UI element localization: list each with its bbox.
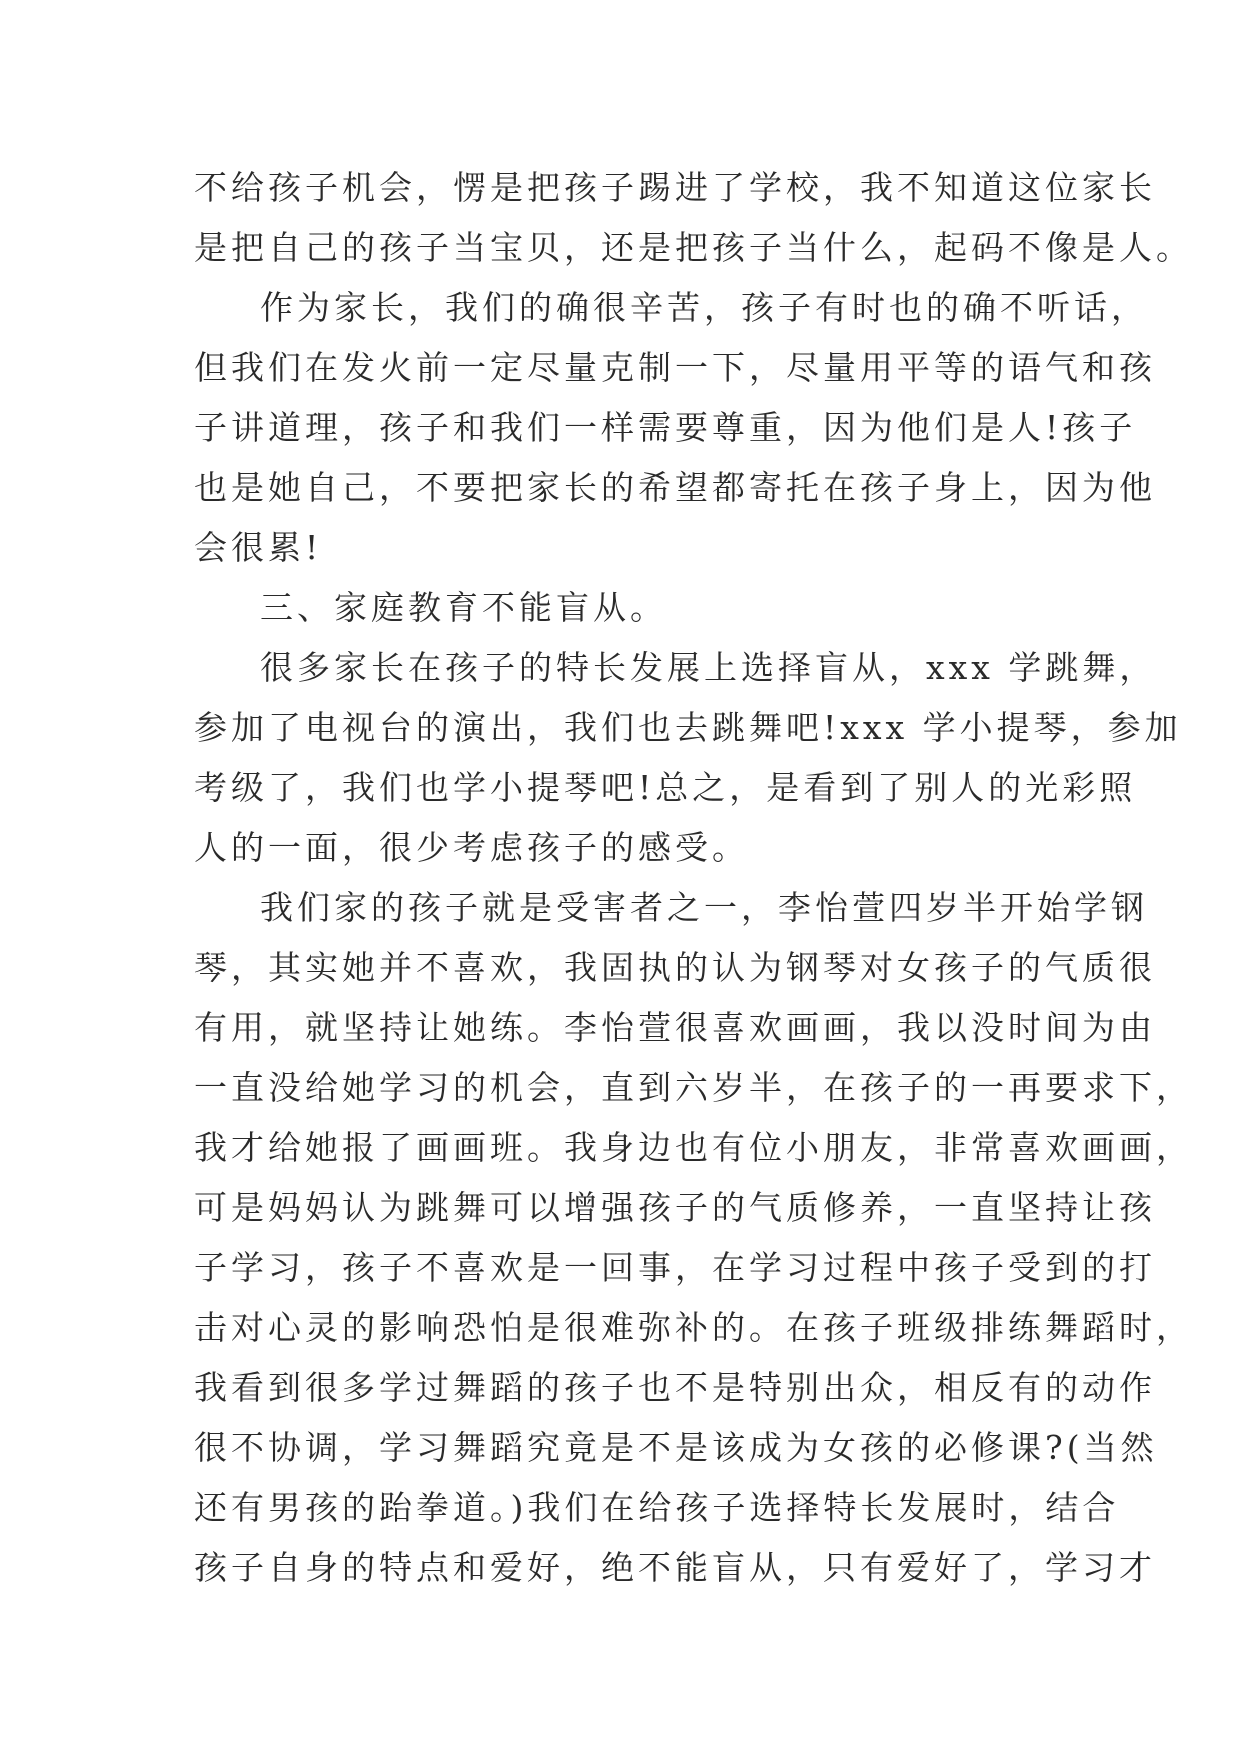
text-line: 琴，其实她并不喜欢，我固执的认为钢琴对女孩子的气质很: [194, 948, 1156, 987]
text-line: 孩子自身的特点和爱好，绝不能盲从，只有爱好了，学习才: [194, 1548, 1156, 1587]
paragraph-start-line: 很多家长在孩子的特长发展上选择盲从，xxx 学跳舞，: [260, 648, 1157, 687]
text-line: 我才给她报了画画班。我身边也有位小朋友，非常喜欢画画，: [194, 1128, 1193, 1167]
text-line: 会很累!: [194, 528, 323, 567]
text-line: 击对心灵的影响恐怕是很难弥补的。在孩子班级排练舞蹈时，: [194, 1308, 1193, 1347]
text-line: 我看到很多学过舞蹈的孩子也不是特别出众，相反有的动作: [194, 1368, 1156, 1407]
text-line: 子学习，孩子不喜欢是一回事，在学习过程中孩子受到的打: [194, 1248, 1156, 1287]
text-line: 一直没给她学习的机会，直到六岁半，在孩子的一再要求下，: [194, 1068, 1193, 1107]
paragraph-start-line: 我们家的孩子就是受害者之一，李怡萱四岁半开始学钢: [260, 888, 1148, 927]
text-line: 但我们在发火前一定尽量克制一下，尽量用平等的语气和孩: [194, 348, 1156, 387]
text-line: 有用，就坚持让她练。李怡萱很喜欢画画，我以没时间为由: [194, 1008, 1156, 1047]
text-line: 很不协调，学习舞蹈究竟是不是该成为女孩的必修课?(当然: [194, 1428, 1158, 1467]
body-text: [194, 158, 1193, 1598]
text-line: 人的一面，很少考虑孩子的感受。: [194, 828, 749, 867]
text-line: 是把自己的孩子当宝贝，还是把孩子当什么，起码不像是人。: [194, 228, 1193, 267]
paragraph-start-line: 作为家长，我们的确很辛苦，孩子有时也的确不听话，: [260, 288, 1148, 327]
text-line: 也是她自己，不要把家长的希望都寄托在孩子身上，因为他: [194, 468, 1156, 507]
text-line: 不给孩子机会，愣是把孩子踢进了学校，我不知道这位家长: [194, 168, 1156, 207]
text-line: 可是妈妈认为跳舞可以增强孩子的气质修养，一直坚持让孩: [194, 1188, 1156, 1227]
text-line: 参加了电视台的演出，我们也去跳舞吧!xxx 学小提琴，参加: [194, 708, 1182, 747]
text-line: 还有男孩的跆拳道。)我们在给孩子选择特长发展时，结合: [194, 1488, 1120, 1527]
text-line: 子讲道理，孩子和我们一样需要尊重，因为他们是人!孩子: [194, 408, 1137, 447]
section-heading: 三、家庭教育不能盲从。: [260, 588, 667, 627]
text-line: 考级了，我们也学小提琴吧!总之，是看到了别人的光彩照: [194, 768, 1137, 807]
